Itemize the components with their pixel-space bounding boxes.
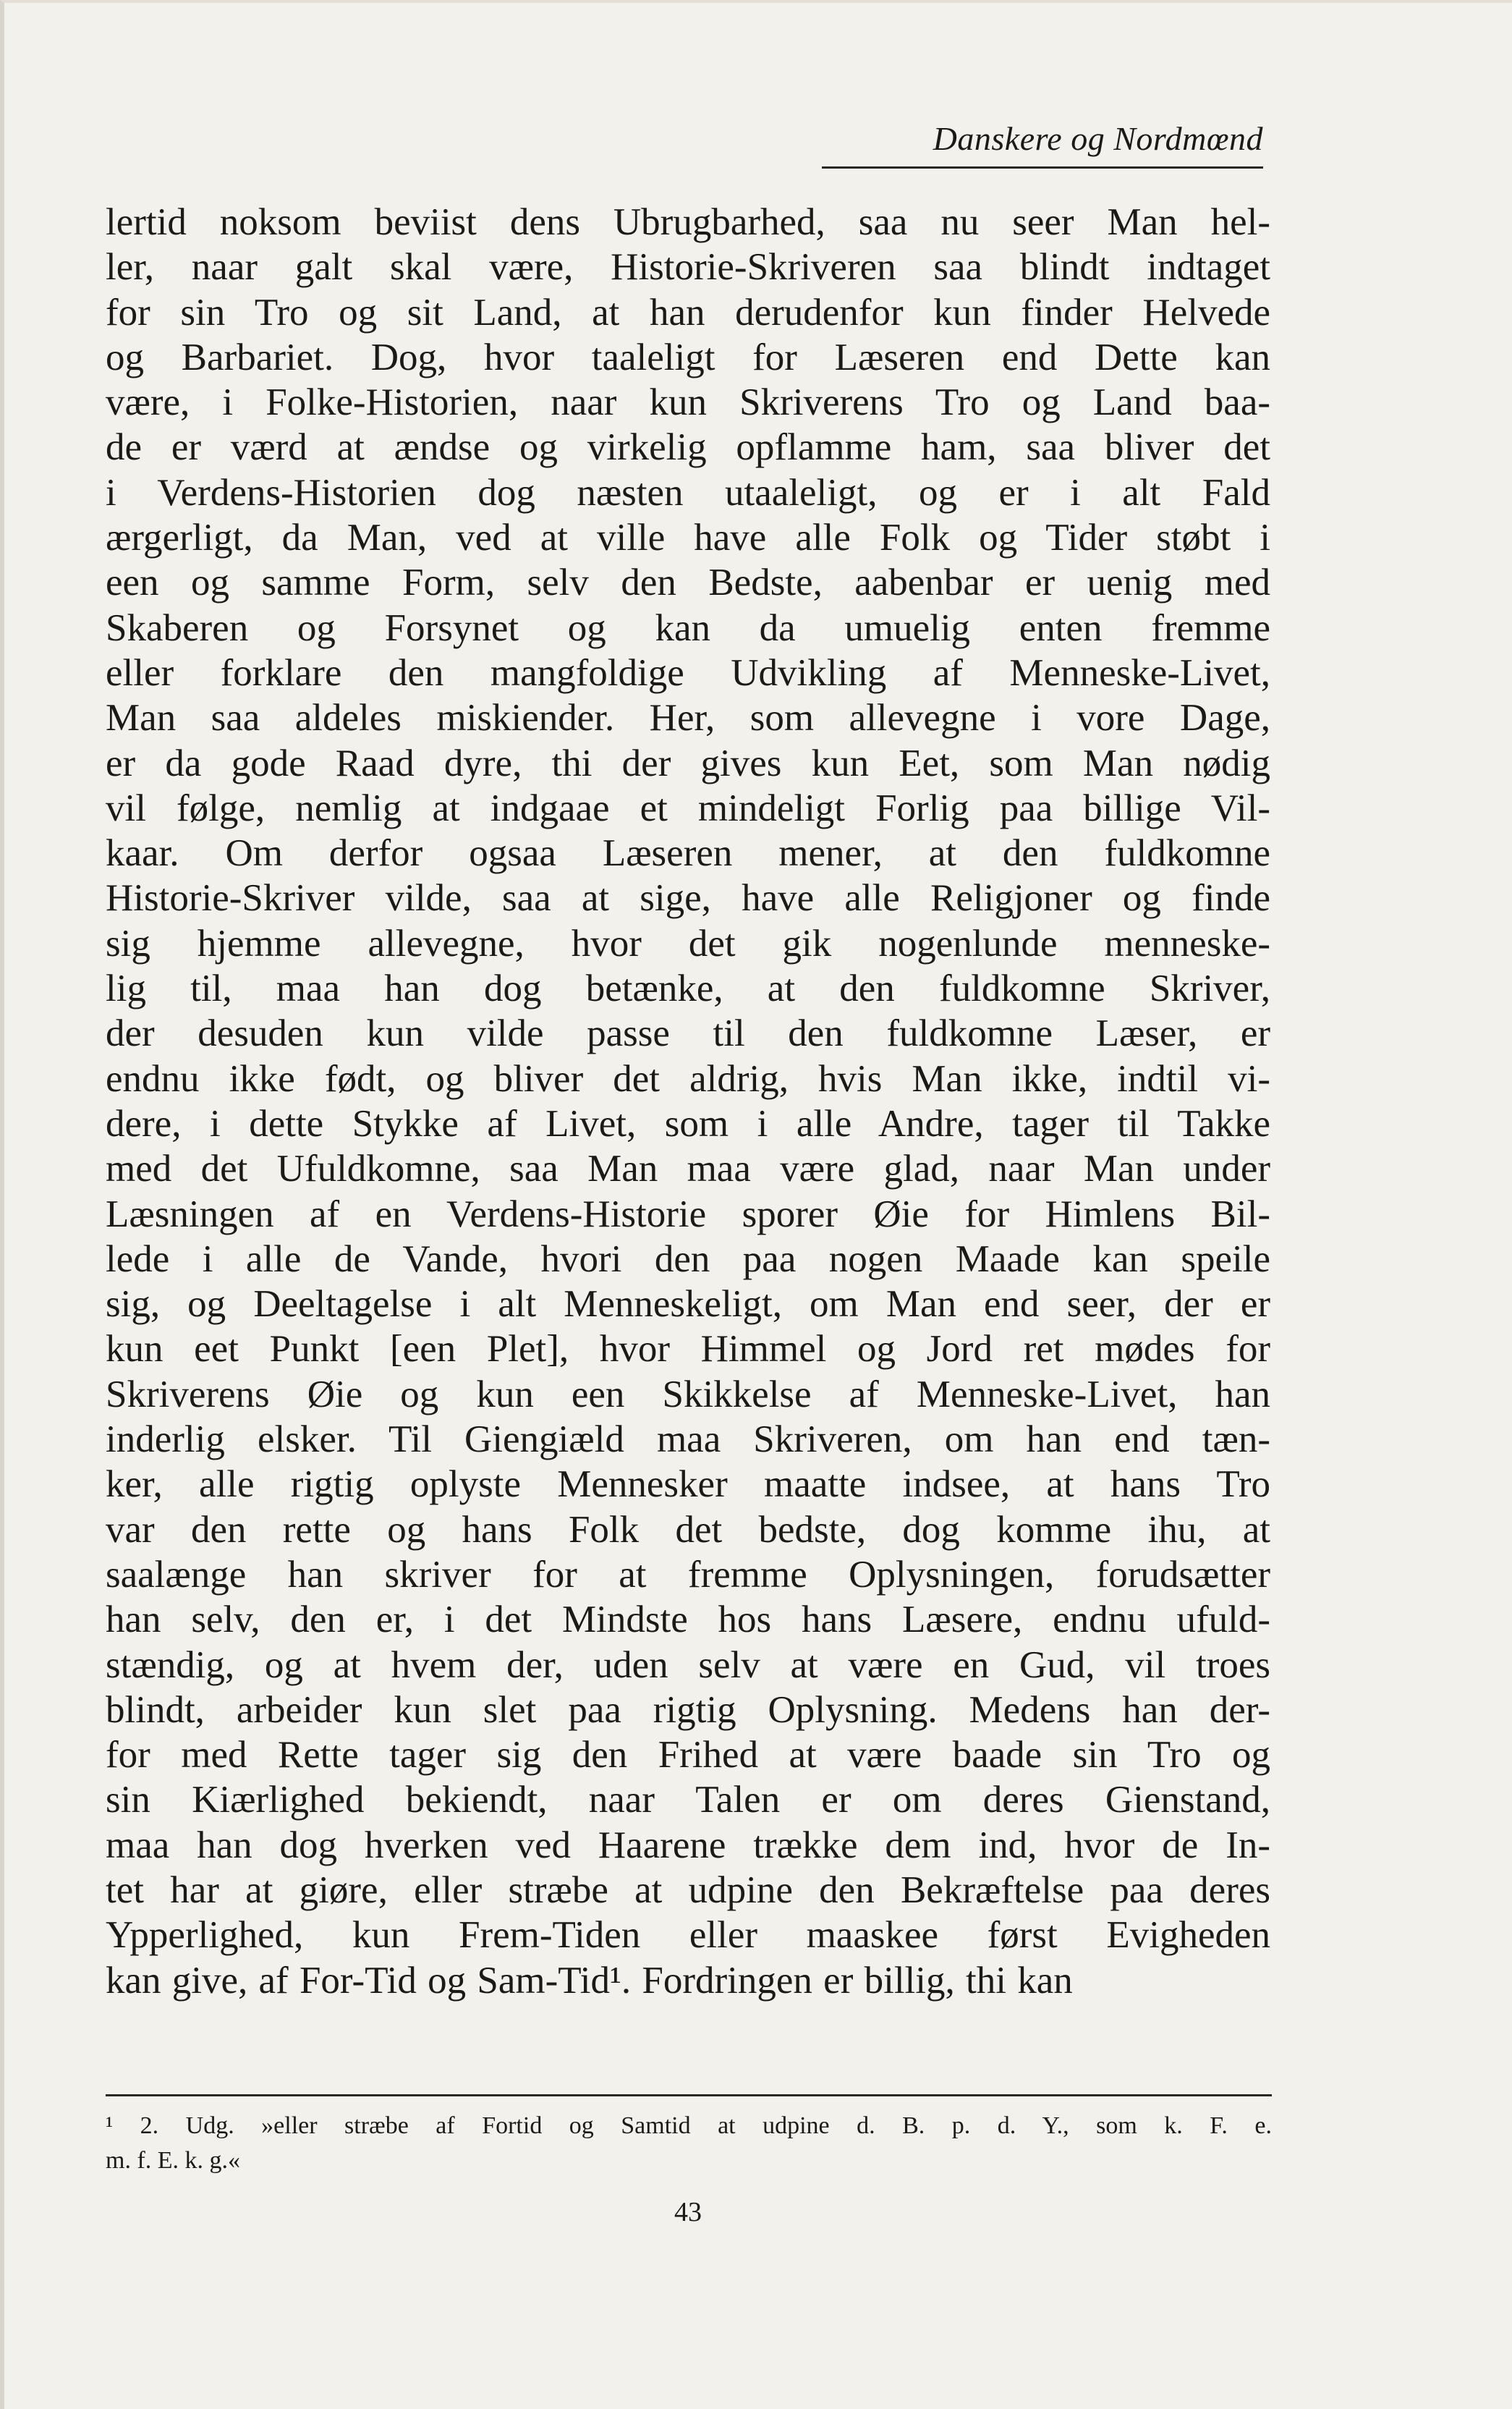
text-line: lig til, maa han dog betænke, at den fuldkomne Skriver, (106, 968, 1270, 1010)
text-line: for sin Tro og sit Land, at han derudenfor kun finder Helvede (106, 291, 1270, 334)
body-text (106, 200, 1270, 2003)
footnote (106, 2109, 1272, 2178)
text-line: sig, og Deeltagelse i alt Menneskeligt, om Man end seer, der er (106, 1283, 1270, 1326)
text-line: inderlig elsker. Til Giengiæld maa Skriveren, om han end tæn- (106, 1418, 1270, 1461)
text-line: der desuden kun vilde passe til den fuldkomne Læser, er (106, 1012, 1270, 1055)
text-line: med det Ufuldkomne, saa Man maa være glad, naar Man under (106, 1148, 1270, 1190)
text-line: ker, alle rigtig oplyste Mennesker maatte indsee, at hans Tro (106, 1463, 1270, 1506)
page-number: 43 (674, 2197, 702, 2227)
text-line: Skriverens Øie og kun een Skikkelse af Menneske-Livet, han (106, 1373, 1270, 1415)
header-rule (822, 166, 1263, 169)
text-line: sig hjemme allevegne, hvor det gik nogenlunde menneske- (106, 922, 1270, 965)
text-line: være, i Folke-Historien, naar kun Skriverens Tro og Land baa- (106, 381, 1270, 424)
text-line: Læsningen af en Verdens-Historie sporer Øie for Himlens Bil- (106, 1193, 1270, 1235)
text-line: ærgerligt, da Man, ved at ville have alle Folk og Tider støbt i (106, 517, 1270, 559)
text-line: eller forklare den mangfoldige Udvikling af Menneske-Livet, (106, 651, 1270, 694)
footnote-line: m. f. E. k. g.« (106, 2147, 241, 2174)
text-line: een og samme Form, selv den Bedste, aabenbar er uenig med (106, 562, 1270, 604)
text-line: stændig, og at hvem der, uden selv at være en Gud, vil troes (106, 1643, 1270, 1686)
text-line: maa han dog hverken ved Haarene trække dem ind, hvor de In- (106, 1824, 1270, 1866)
text-line: Ypperlighed, kun Frem-Tiden eller maaskee først Evigheden (106, 1914, 1270, 1957)
text-line: var den rette og hans Folk det bedste, dog komme ihu, at (106, 1508, 1270, 1551)
text-line: for med Rette tager sig den Frihed at være baade sin Tro og (106, 1734, 1270, 1777)
text-line: han selv, den er, i det Mindste hos hans Læsere, endnu ufuld- (106, 1599, 1270, 1641)
text-line: endnu ikke født, og bliver det aldrig, hvis Man ikke, indtil vi- (106, 1057, 1270, 1100)
text-line: og Barbariet. Dog, hvor taaleligt for Læseren end Dette kan (106, 336, 1270, 378)
text-line: Historie-Skriver vilde, saa at sige, have alle Religjoner og finde (106, 877, 1270, 920)
running-head: Danskere og Nordmœnd (933, 120, 1263, 157)
text-line: dere, i dette Stykke af Livet, som i alle Andre, tager til Takke (106, 1102, 1270, 1145)
text-line: sin Kiærlighed bekiendt, naar Talen er om deres Gienstand, (106, 1779, 1270, 1821)
text-line: kun eet Punkt [een Plet], hvor Himmel og Jord ret mødes for (106, 1328, 1270, 1371)
text-line: Skaberen og Forsynet og kan da umuelig enten fremme (106, 606, 1270, 649)
text-line: ler, naar galt skal være, Historie-Skriveren saa blindt indtaget (106, 246, 1270, 289)
text-line: lertid noksom beviist dens Ubrugbarhed, saa nu seer Man hel- (106, 201, 1270, 243)
text-line: Man saa aldeles miskiender. Her, som allevegne i vore Dage, (106, 697, 1270, 740)
text-line: de er værd at ændse og virkelig opflamme ham, saa bliver det (106, 426, 1270, 469)
text-line: kan give, af For-Tid og Sam-Tid¹. Fordringen er billig, thi kan (106, 1959, 1073, 2002)
text-line: saalænge han skriver for at fremme Oplysningen, forudsætter (106, 1553, 1270, 1596)
text-line: blindt, arbeider kun slet paa rigtig Oplysning. Medens han der- (106, 1688, 1270, 1731)
text-line: er da gode Raad dyre, thi der gives kun Eet, som Man nødig (106, 742, 1270, 784)
text-line: tet har at giøre, eller stræbe at udpine den Bekræftelse paa deres (106, 1868, 1270, 1911)
text-line: kaar. Om derfor ogsaa Læseren mener, at den fuldkomne (106, 832, 1270, 875)
text-line: i Verdens-Historien dog næsten utaaleligt, og er i alt Fald (106, 471, 1270, 514)
footnote-rule (106, 2094, 1272, 2096)
footnote-line: ¹ 2. Udg. »eller stræbe af Fortid og Samtid at udpine d. B. p. d. Y., som k. F. e. (106, 2112, 1272, 2139)
text-line: lede i alle de Vande, hvori den paa nogen Maade kan speile (106, 1237, 1270, 1280)
text-line: vil følge, nemlig at indgaae et mindeligt Forlig paa billige Vil- (106, 787, 1270, 829)
